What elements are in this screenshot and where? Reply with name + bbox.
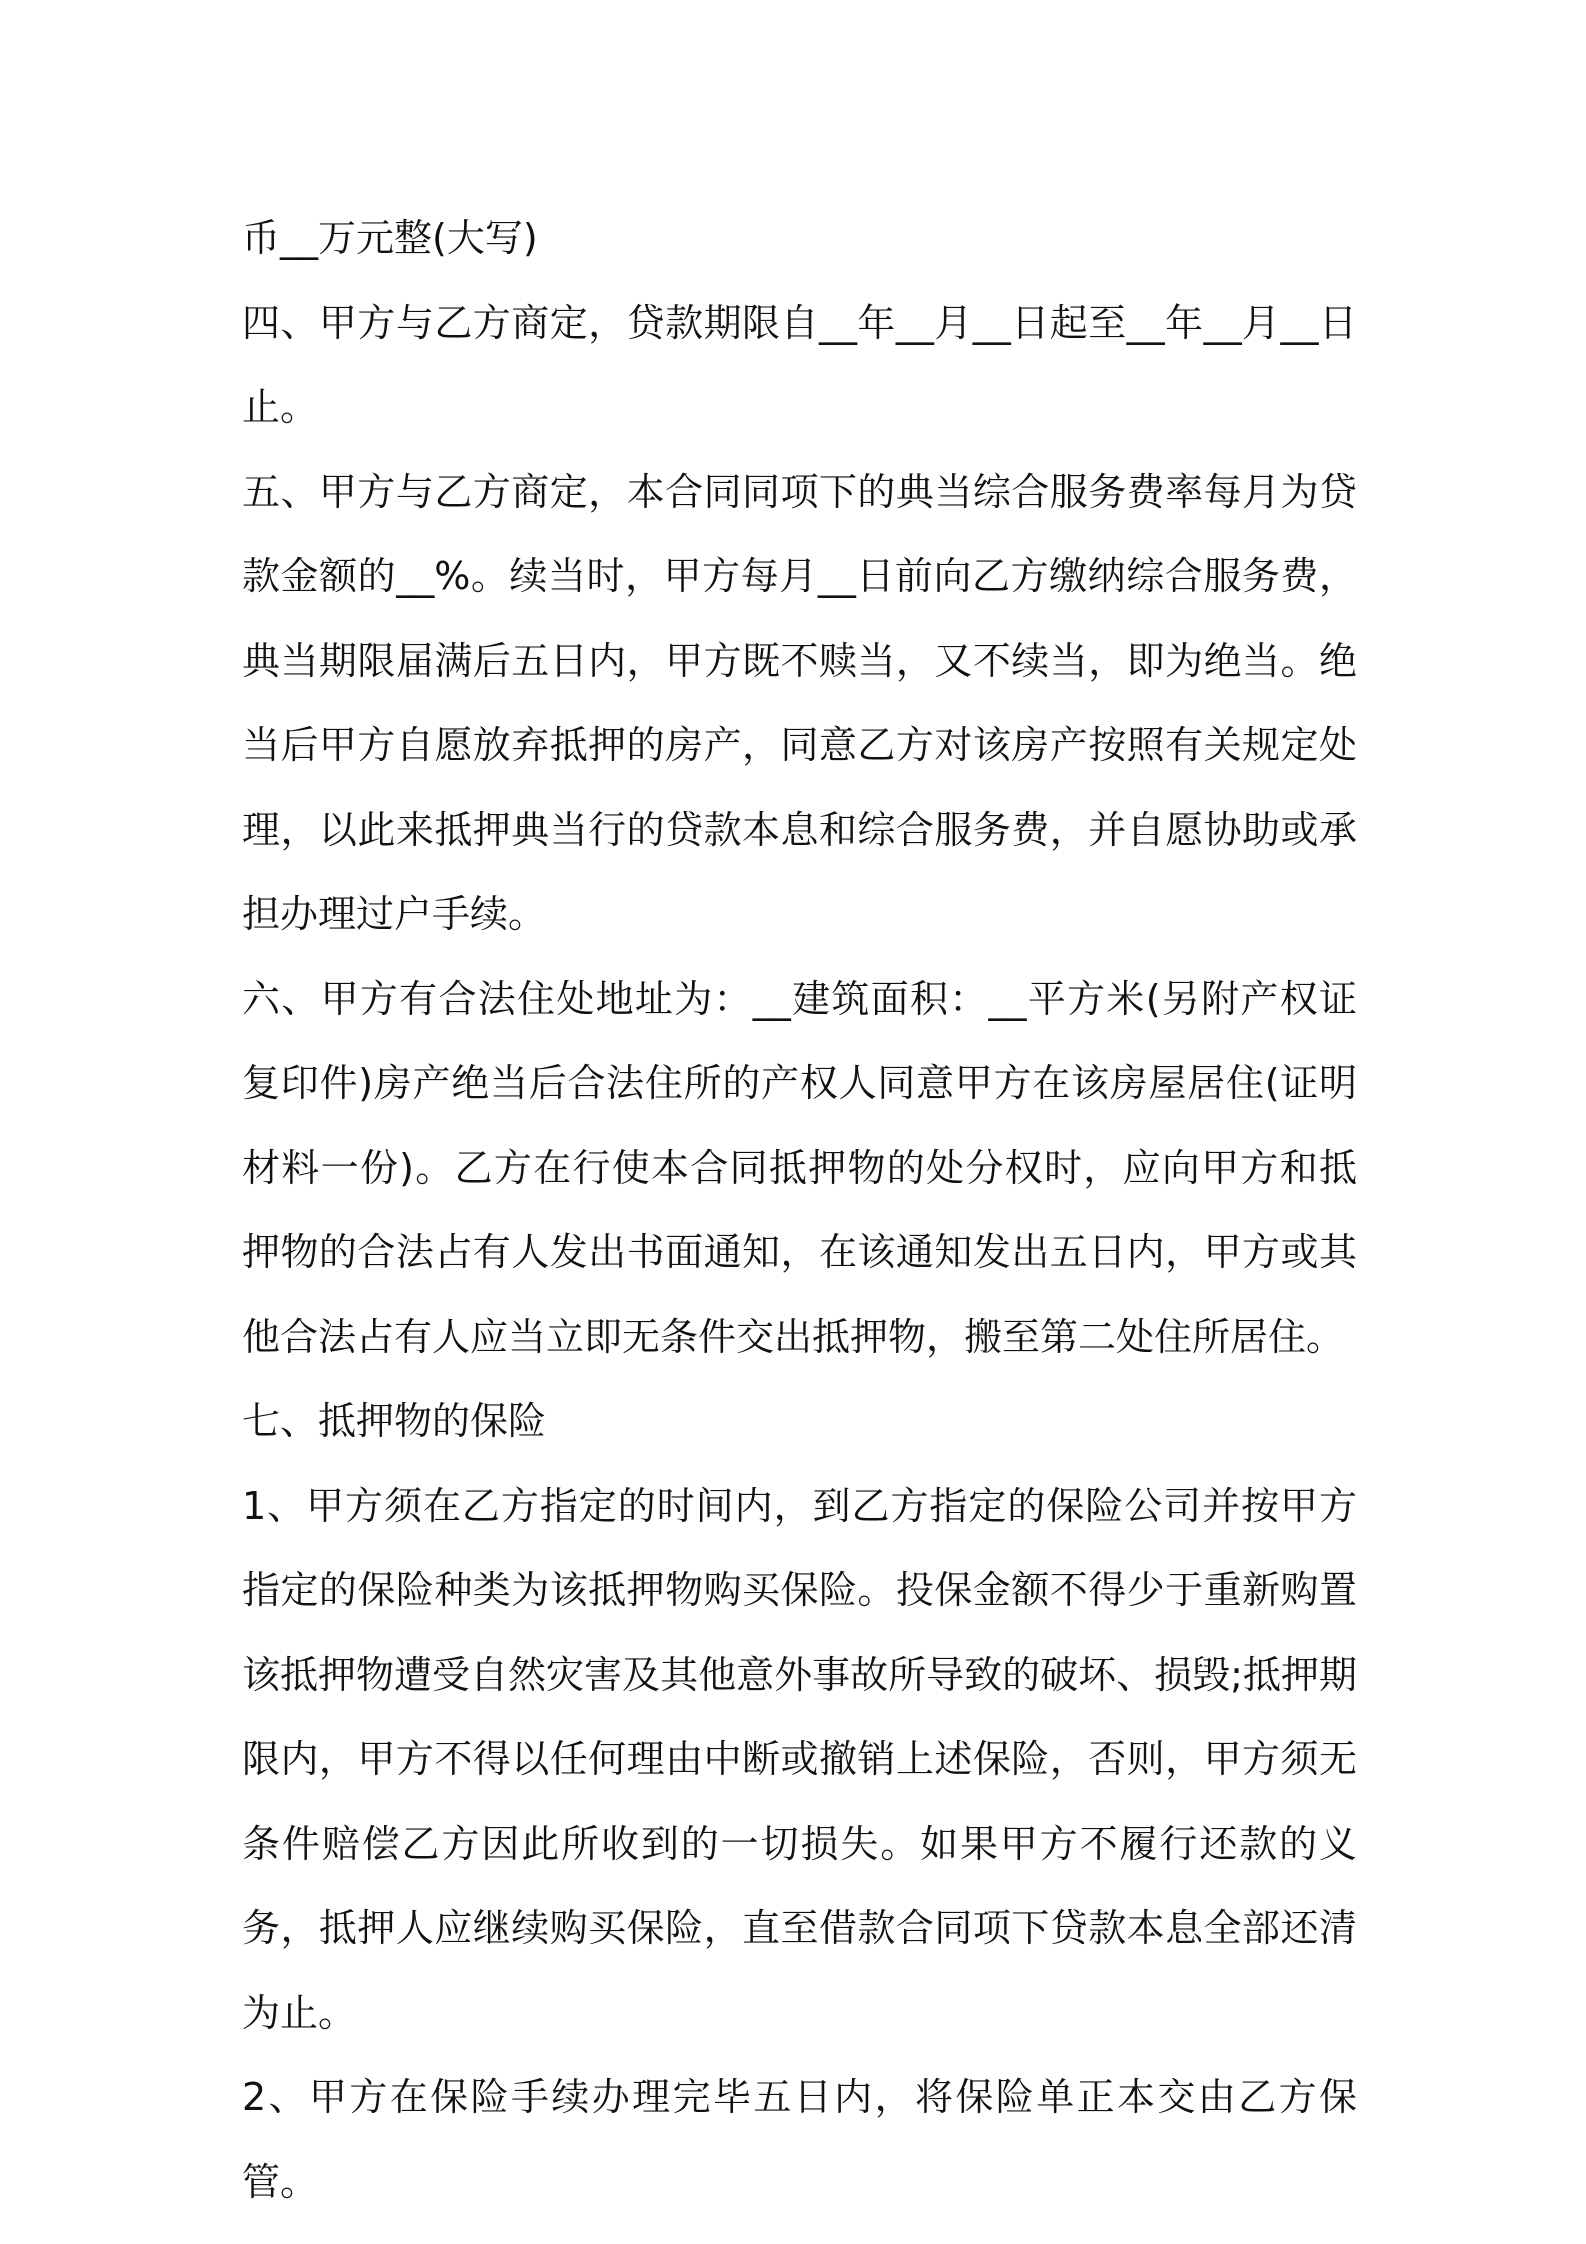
paragraph-clause-six: 六、甲方有合法住处地址为：__建筑面积：__平方米(另附产权证复印件)房产绝当后合法住所的产权人同意甲方在该房屋居住(证明材料一份)。乙方在行使本合同抵押物的处分权时，应向甲方和抵押物的合法占有人发出书面通知，在该通知发出五日内，甲方或其他合法占有人应当立即无条件交出抵押物，搬至第二处住所居住。 bbox=[242, 976, 1357, 1359]
document-body bbox=[242, 196, 1357, 2224]
paragraph-clause-seven-item-2: 2、甲方在保险手续办理完毕五日内，将保险单正本交由乙方保管。 bbox=[242, 2075, 1357, 2204]
paragraph-clause-seven-item-1: 1、甲方须在乙方指定的时间内，到乙方指定的保险公司并按甲方指定的保险种类为该抵押物购买保险。投保金额不得少于重新购置该抵押物遭受自然灾害及其他意外事故所导致的破坏、损毁;抵押期限内，甲方不得以任何理由中断或撤销上述保险，否则，甲方须无条件赔偿乙方因此所收到的一切损失。如果甲方不履行还款的义务，抵押人应继续购买保险，直至借款合同项下贷款本息全部还清为止。 bbox=[242, 1483, 1357, 2035]
paragraph-currency-amount: 币__万元整(大写) bbox=[242, 216, 538, 260]
paragraph-clause-four: 四、甲方与乙方商定，贷款期限自__年__月__日起至__年__月__日止。 bbox=[242, 300, 1357, 429]
paragraph-clause-seven-heading: 七、抵押物的保险 bbox=[242, 1399, 547, 1443]
paragraph-clause-five: 五、甲方与乙方商定，本合同同项下的典当综合服务费率每月为贷款金额的__%。续当时，甲方每月__日前向乙方缴纳综合服务费，典当期限届满后五日内，甲方既不赎当，又不续当，即为绝当。绝当后甲方自愿放弃抵押的房产，同意乙方对该房产按照有关规定处理，以此来抵押典当行的贷款本息和综合服务费，并自愿协助或承担办理过户手续。 bbox=[242, 469, 1357, 936]
